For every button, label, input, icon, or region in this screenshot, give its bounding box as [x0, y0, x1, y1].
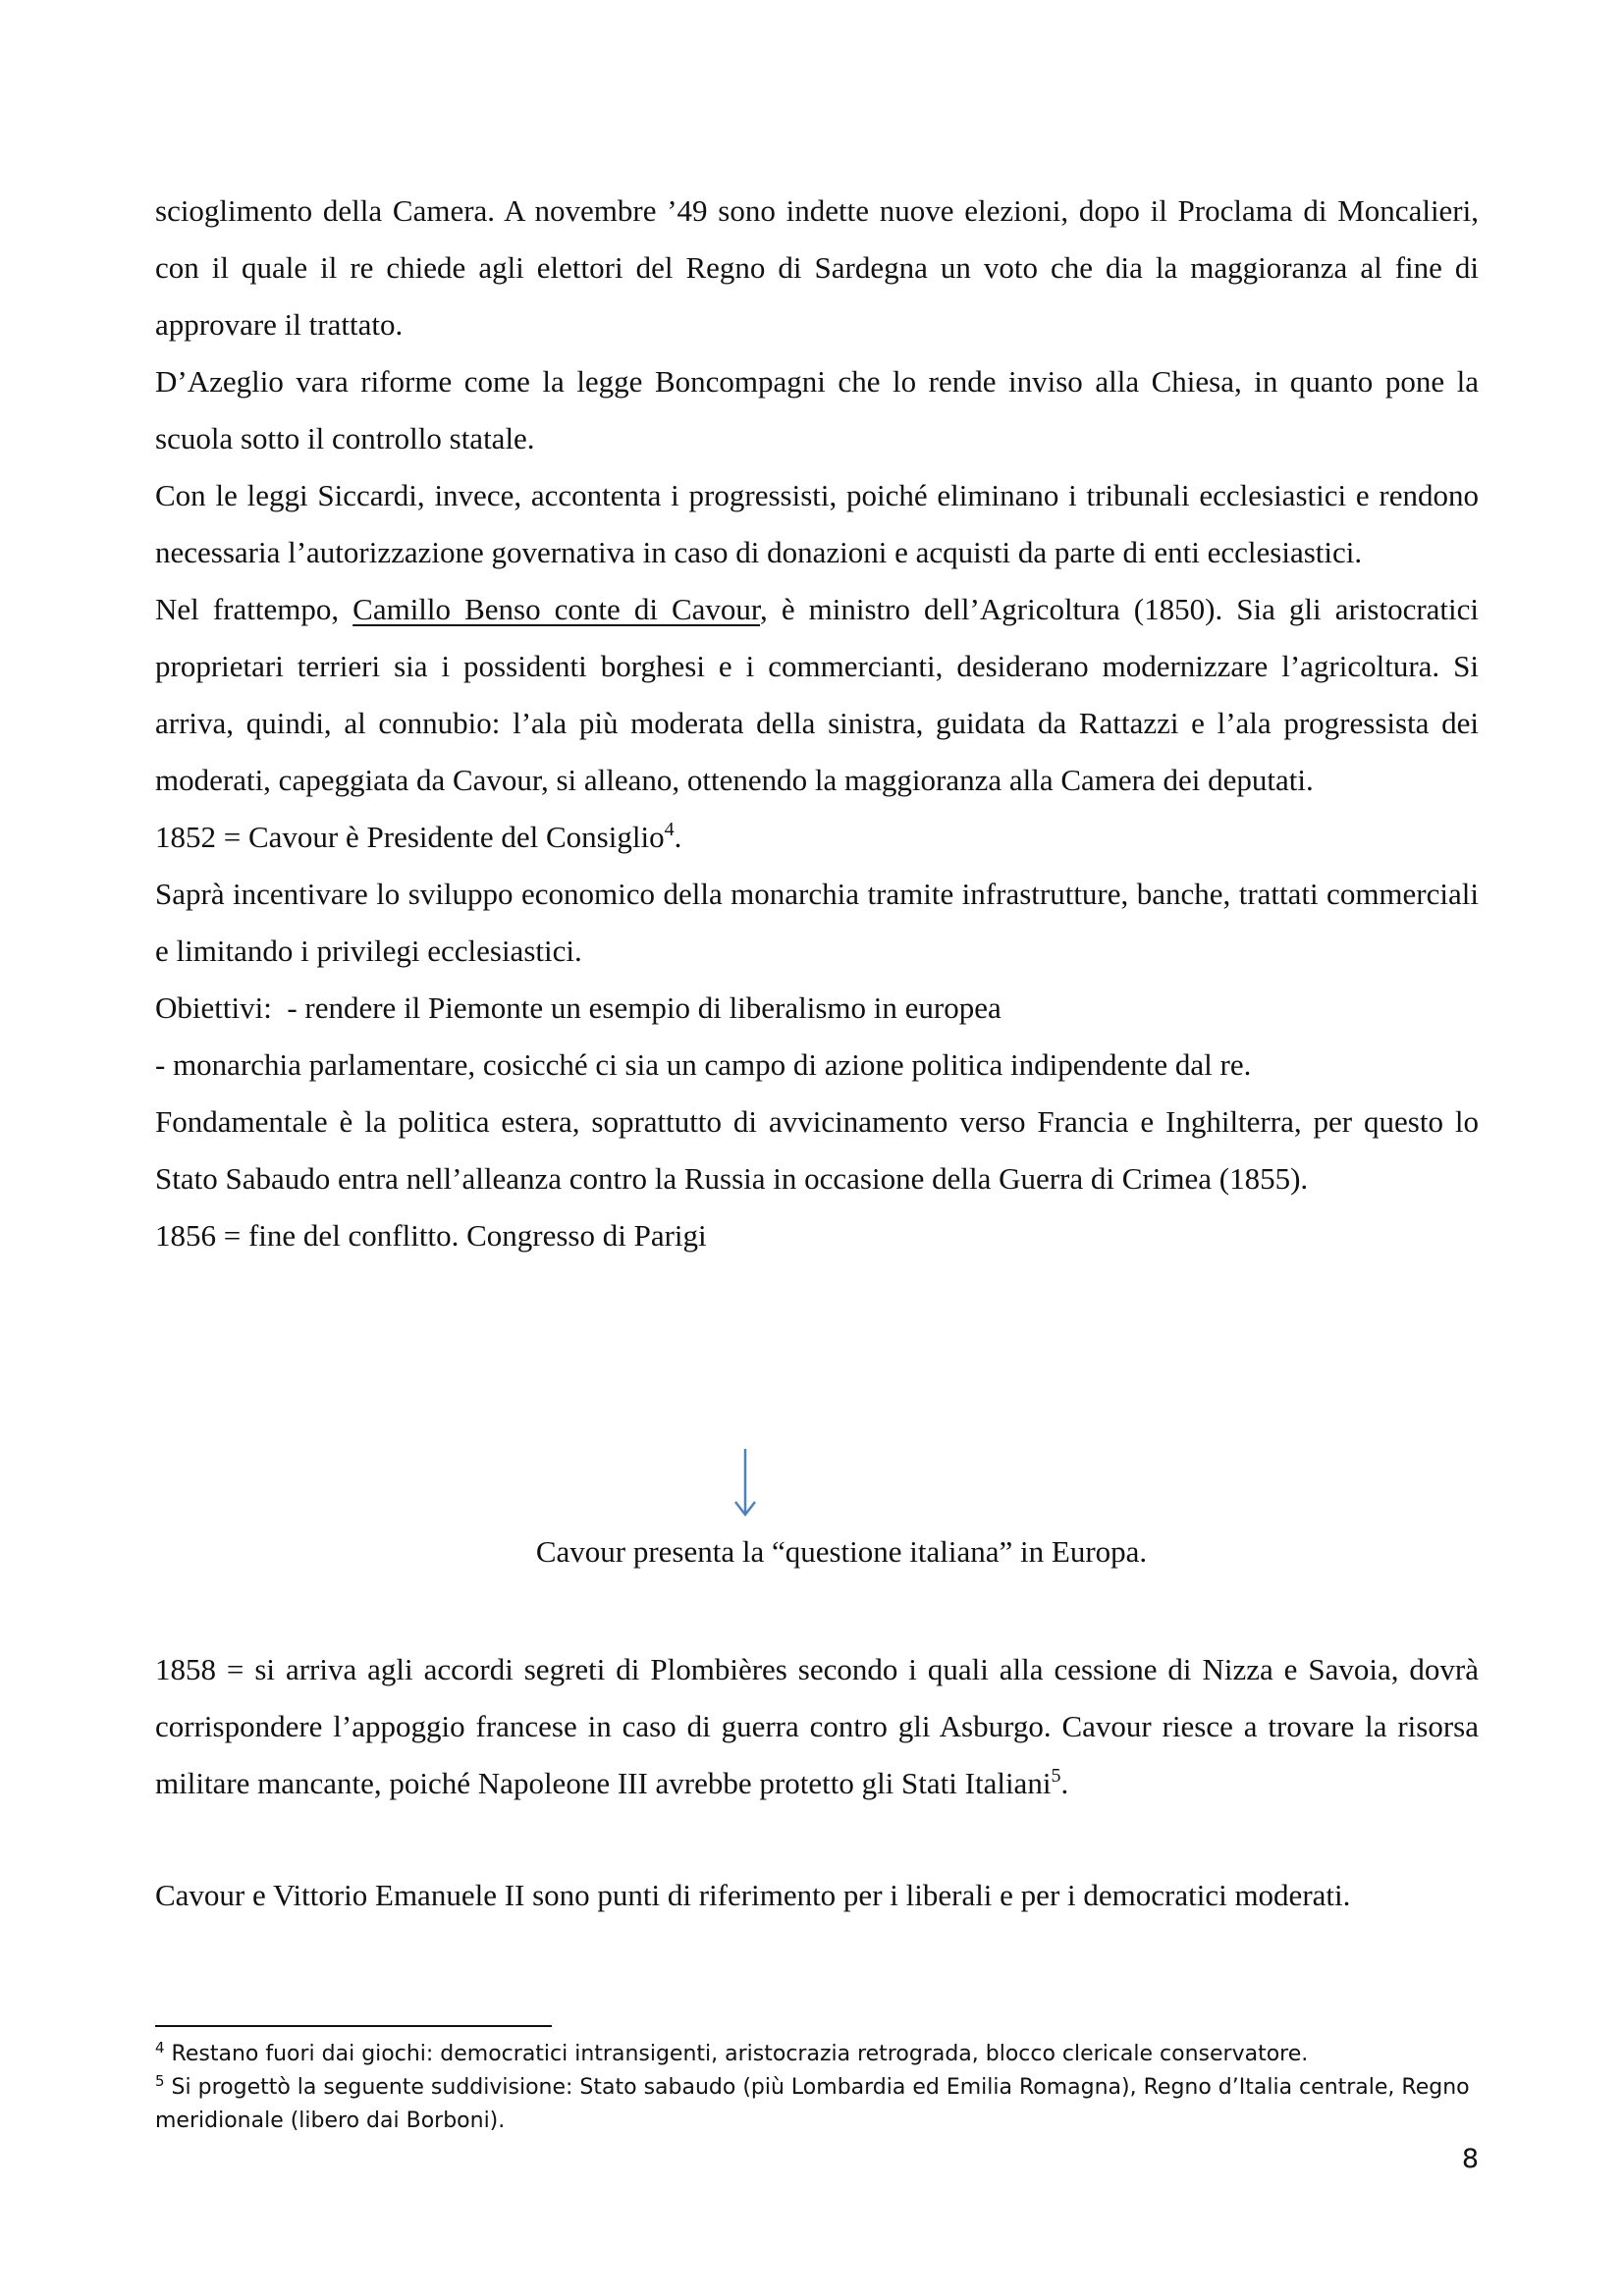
- footnote-5: [155, 2071, 1479, 2138]
- footnote-5-text: Si progettò la seguente suddivisione: Stato sabaudo (più Lombardia ed Emilia Romagna), Regno d’Italia centrale, Regno meridionale (libero dai Borboni).: [155, 2075, 1470, 2133]
- paragraph-1858-end: .: [1060, 1766, 1069, 1800]
- paragraph-cavour: [155, 581, 1479, 809]
- line-1852: [155, 809, 1479, 866]
- cavour-intro: Nel frattempo,: [155, 592, 353, 626]
- footnote-separator: [155, 2025, 552, 2027]
- line-1856: 1856 = fine del conflitto. Congresso di Parigi: [155, 1218, 707, 1253]
- cavour-name-underlined: Camillo Benso conte di Cavour: [352, 592, 761, 626]
- footnote-ref-4: 4: [664, 819, 675, 840]
- paragraph-riferimento-block: [155, 1867, 1479, 1924]
- page-number: 8: [1461, 2144, 1479, 2174]
- footnote-5-number: 5: [155, 2072, 165, 2090]
- line-1852-end: .: [674, 820, 682, 854]
- line-monarchia: - monarchia parlamentare, cosicché ci sia un campo di azione politica indipendente dal re.: [155, 1047, 1252, 1082]
- down-arrow-icon: [731, 1447, 760, 1518]
- paragraph-riferimento: Cavour e Vittorio Emanuele II sono punti di riferimento per i liberali e per i democratici moderati.: [155, 1878, 1351, 1912]
- paragraph-1858-text: 1858 = si arriva agli accordi segreti di Plombières secondo i quali alla cessione di Nizza e Savoia, dovrà corrispondere l’appoggio francese in caso di guerra contro gli Asburgo. Cavour riesce a trovare la risorsa militare mancante, poiché Napoleone III avrebbe protetto gli Stati Italiani: [155, 1652, 1479, 1800]
- footnote-4: [155, 2038, 1479, 2071]
- footnotes: [155, 2038, 1479, 2138]
- questione-italiana-line: Cavour presenta la “questione italiana” in Europa.: [535, 1534, 1148, 1569]
- paragraph-siccardi: Con le leggi Siccardi, invece, accontenta i progressisti, poiché eliminano i tribunali ecclesiastici e rendono necessaria l’autorizzazione governativa in caso di donazioni e acquisti da parte di enti ecclesiastici.: [155, 478, 1479, 569]
- paragraph-politica-estera: Fondamentale è la politica estera, soprattutto di avvicinamento verso Francia e Inghilterra, per questo lo Stato Sabaudo entra nell’alleanza contro la Russia in occasione della Guerra di Crimea (1855).: [155, 1104, 1479, 1196]
- paragraph-sviluppo: Saprà incentivare lo sviluppo economico della monarchia tramite infrastrutture, banche, trattati commerciali e limitando i privilegi ecclesiastici.: [155, 877, 1479, 968]
- line-obiettivi: Obiettivi: - rendere il Piemonte un esempio di liberalismo in europea: [155, 990, 1001, 1025]
- line-1852-text: 1852 = Cavour è Presidente del Consiglio: [155, 820, 665, 854]
- cavour-rest: , è ministro dell’Agricoltura (1850). Sia gli aristocratici proprietari terrieri sia i possidenti borghesi e i commercianti, desiderano modernizzare l’agricoltura. Si arriva, quindi, al connubio: l’ala più moderata della sinistra, guidata da Rattazzi e l’ala progressista dei moderati, capeggiata da Cavour, si alleano, ottenendo la maggioranza alla Camera dei deputati.: [155, 592, 1480, 797]
- footnote-4-text: Restano fuori dai giochi: democratici intransigenti, aristocrazia retrograda, blocco clericale conservatore.: [171, 2042, 1309, 2066]
- footnote-ref-5: 5: [1051, 1765, 1061, 1787]
- footnote-4-number: 4: [155, 2039, 165, 2056]
- down-arrow-svg: [731, 1447, 760, 1518]
- main-text: [155, 183, 1479, 1264]
- paragraph-1858-block: [155, 1641, 1479, 1812]
- paragraph-dazeglio: D’Azeglio vara riforme come la legge Boncompagni che lo rende inviso alla Chiesa, in quanto pone la scuola sotto il controllo statale.: [155, 364, 1479, 455]
- paragraph-scioglimento: scioglimento della Camera. A novembre ’49 sono indette nuove elezioni, dopo il Proclama di Moncalieri, con il quale il re chiede agli elettori del Regno di Sardegna un voto che dia la maggioranza al fine di approvare il trattato.: [155, 193, 1479, 342]
- paragraph-1858: [155, 1641, 1479, 1812]
